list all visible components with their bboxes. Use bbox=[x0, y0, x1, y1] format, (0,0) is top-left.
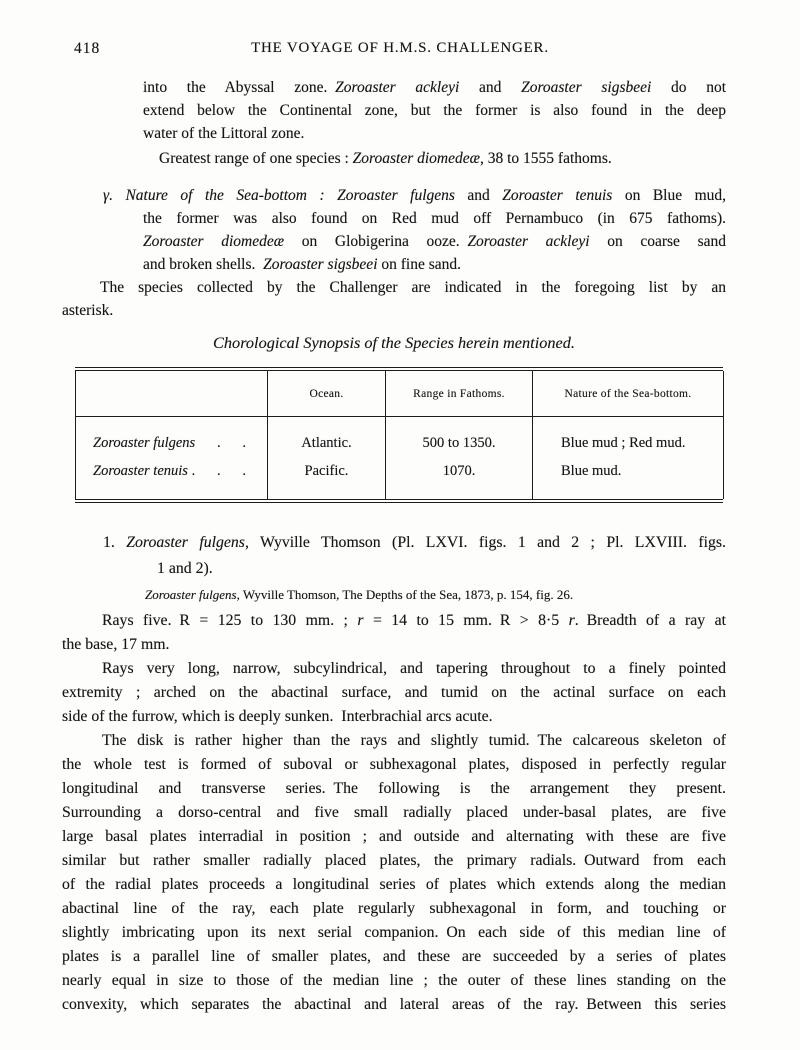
text-line: Zoroaster diomedeæ on Globigerina ooze. Zoroaster ackleyi on coarse sand bbox=[143, 233, 726, 250]
asterisk-note-paragraph bbox=[62, 276, 726, 322]
paragraph-disk-description bbox=[62, 729, 726, 1017]
ocean-cell: Atlantic. bbox=[268, 417, 386, 456]
sea-bottom-cell: Blue mud ; Red mud. bbox=[533, 417, 724, 456]
text-line: nearly equal in size to those of the median line ; the outer of these lines standing on the bbox=[62, 972, 726, 989]
text-line: 1 and 2). bbox=[157, 560, 213, 577]
text-line: the former was also found on Red mud off Pernambuco (in 675 fathoms). bbox=[143, 210, 726, 227]
text-line: plates is a parallel line of smaller plates, and these are succeeded by a series of plates bbox=[62, 948, 726, 965]
species-cell: Zoroaster tenuis . . . bbox=[76, 455, 268, 499]
species-cell: Zoroaster fulgens . . bbox=[76, 417, 268, 456]
range-cell: 1070. bbox=[386, 455, 533, 499]
text-line: similar but rather smaller radially placed plates, the primary radials. Outward from each bbox=[62, 852, 726, 869]
text-line: and broken shells. Zoroaster sigsbeei on fine sand. bbox=[143, 256, 462, 273]
text-line: The disk is rather higher than the rays and slightly tumid. The calcareous skeleton of bbox=[102, 732, 726, 749]
sea-bottom-paragraph bbox=[103, 184, 726, 276]
paragraph-ray-dimensions bbox=[62, 609, 726, 657]
table-row bbox=[76, 455, 724, 499]
greatest-range-line: Greatest range of one species : Zoroaster diomedeæ, 38 to 1555 fathoms. bbox=[159, 150, 612, 167]
text-line: the whole test is formed of suboval or subhexagonal plates, disposed in perfectly regular bbox=[62, 756, 726, 773]
running-title: THE VOYAGE OF H.M.S. CHALLENGER. bbox=[251, 40, 549, 56]
species-heading bbox=[62, 530, 726, 582]
text-line: side of the furrow, which is deeply sunken. Interbrachial arcs acute. bbox=[62, 708, 493, 725]
running-head bbox=[0, 40, 800, 60]
citation-line: Zoroaster fulgens, Wyville Thomson, The Depths of the Sea, 1873, p. 154, fig. 26. bbox=[145, 587, 574, 602]
table-header-species bbox=[76, 371, 268, 417]
page-number: 418 bbox=[74, 40, 101, 57]
text-line: abactinal line of the ray, each plate regularly subhexagonal in form, and touching or bbox=[62, 900, 726, 917]
text-line: water of the Littoral zone. bbox=[143, 125, 305, 142]
text-line: asterisk. bbox=[62, 302, 114, 319]
species-account-section bbox=[62, 530, 726, 1017]
range-cell: 500 to 1350. bbox=[386, 417, 533, 456]
synopsis-section bbox=[62, 76, 726, 355]
ocean-cell: Pacific. bbox=[268, 455, 386, 499]
text-line: extremity ; arched on the abactinal surface, and tumid on the actinal surface on each bbox=[62, 684, 726, 701]
text-line: into the Abyssal zone. Zoroaster ackleyi and Zoroaster sigsbeei do not bbox=[143, 79, 726, 96]
text-line: Rays very long, narrow, subcylindrical, and tapering throughout to a finely pointed bbox=[102, 660, 726, 677]
synopsis-table bbox=[75, 367, 723, 503]
text-line: large basal plates interradial in position ; and outside and alternating with these are five bbox=[62, 828, 726, 845]
text-line: of the radial plates proceeds a longitudinal series of plates which extends along the median bbox=[62, 876, 726, 893]
table-header-range: Range in Fathoms. bbox=[386, 371, 533, 417]
text-line: γ. Nature of the Sea-bottom : Zoroaster fulgens and Zoroaster tenuis on Blue mud, bbox=[103, 187, 726, 204]
table-row bbox=[76, 417, 724, 456]
text-line: extend below the Continental zone, but the former is also found in the deep bbox=[143, 102, 726, 119]
text-line: Rays five. R = 125 to 130 mm. ; r = 14 to 15 mm. R > 8·5 r. Breadth of a ray at bbox=[102, 612, 726, 629]
table-header-ocean: Ocean. bbox=[268, 371, 386, 417]
sea-bottom-cell: Blue mud. bbox=[533, 455, 724, 499]
text-line: The species collected by the Challenger are indicated in the foregoing list by an bbox=[100, 279, 726, 296]
synopsis-heading: Chorological Synopsis of the Species herein mentioned. bbox=[213, 333, 575, 352]
text-line: Surrounding a dorso-central and five small radially placed under-basal plates, are five bbox=[62, 804, 726, 821]
text-line: the base, 17 mm. bbox=[62, 636, 170, 653]
paragraph-ray-description bbox=[62, 657, 726, 729]
text-line: 1. Zoroaster fulgens, Wyville Thomson (Pl. LXVI. figs. 1 and 2 ; Pl. LXVIII. figs. bbox=[103, 534, 727, 551]
text-line: convexity, which separates the abactinal and lateral areas of the ray. Between this series bbox=[62, 996, 726, 1013]
text-line: longitudinal and transverse series. The following is the arrangement they present. bbox=[62, 780, 726, 797]
text-line: slightly imbricating upon its next serial companion. On each side of this median line of bbox=[62, 924, 726, 941]
table-header-sea-bottom: Nature of the Sea-bottom. bbox=[533, 371, 724, 417]
intro-paragraph bbox=[143, 76, 726, 145]
table-header-row bbox=[76, 371, 724, 417]
